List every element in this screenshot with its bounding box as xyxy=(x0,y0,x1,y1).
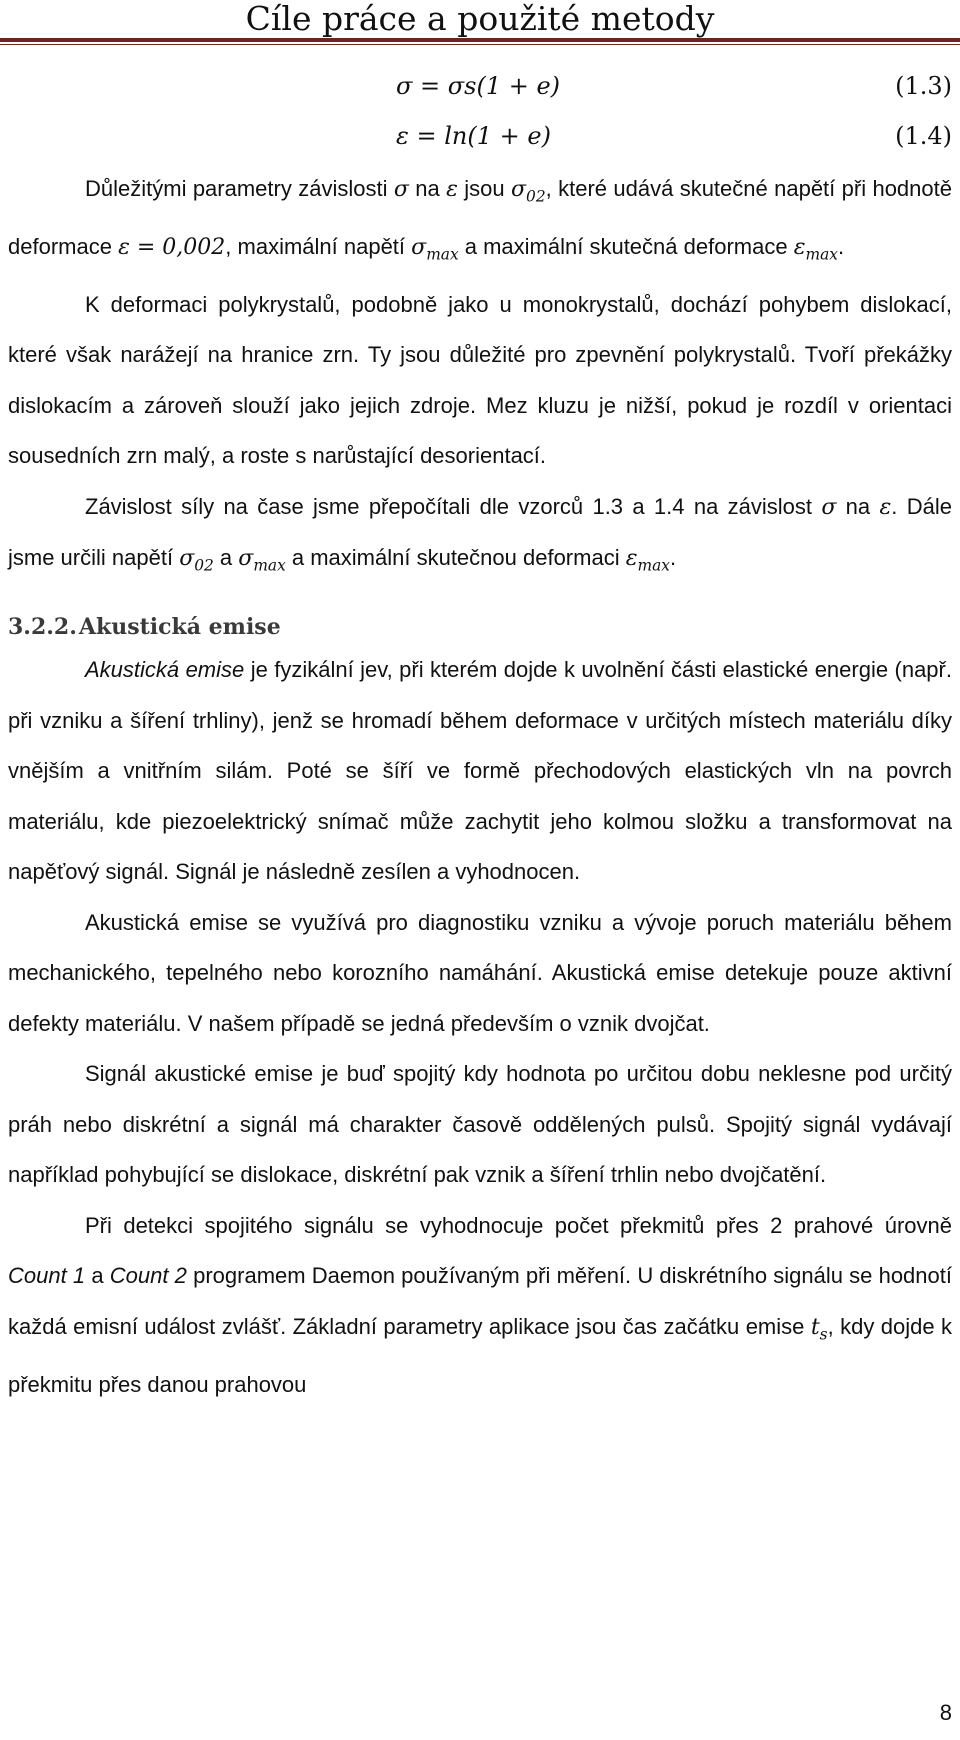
paragraph-detection: Při detekci spojitého signálu se vyhodnocuje počet překmitů přes 2 prahové úrovně Count 1 a Count 2 programem Daemon používaným při měření. U diskrétního signálu se hodnotí každá emisní událost zvlášť. Základní parametry aplikace jsou čas začátku emise $t_s$, kdy dojde k překmitu přes danou prahovou xyxy=(8,1212,953,1397)
equation-expression: ε = ln(1 + e) xyxy=(396,122,551,150)
math-sigma-max: $\sigma_{max}$ xyxy=(411,234,459,264)
paragraph-recalculation: Závislost síly na čase jsme přepočítali dle vzorců 1.3 a 1.4 na závislost σ na ε. Dále jsme určili napětí $\sigma_{02}$ a $\sigma_{max}$ a maximální skutečnou deformaci $\varepsilon_{max}$. xyxy=(8,493,952,575)
running-header-title: Cíle práce a použité metody xyxy=(245,0,715,38)
equation-1-4 xyxy=(8,114,952,164)
paragraph-polycrystals: K deformaci polykrystalů, podobně jako u monokrystalů, dochází pohybem dislokací, které však narážejí na hranice zrn. Ty jsou důležité pro zpevnění polykrystalů. Tvoří překážky dislokacím a zároveň slouží jako jejich zdroje. Mez kluzu je nižší, pokud je rozdíl v orientaci sousedních zrn malý, a roste s narůstající desorientací. xyxy=(8,291,952,469)
term-acoustic-emission: Akustická emise xyxy=(85,657,245,683)
equation-number: (1.3) xyxy=(895,72,952,100)
math-ts: $t_s$ xyxy=(810,1314,828,1344)
header-rule-thin xyxy=(0,44,960,45)
page-header xyxy=(0,0,960,46)
paragraph-signal-types: Signál akustické emise je buď spojitý kdy hodnota po určitou dobu neklesne pod určitý práh nebo diskrétní a signál má charakter časově oddělených pulsů. Spojitý signál vydávají například pohybující se dislokace, diskrétní pak vznik a šíření trhlin nebo dvojčatění. xyxy=(8,1061,952,1188)
term-count-1: Count 1 xyxy=(8,1263,86,1289)
math-epsilon: ε xyxy=(446,177,458,202)
section-number: 3.2.2. xyxy=(8,614,77,641)
math-sigma-02: $\sigma_{02}$ xyxy=(511,177,546,206)
paragraph-ae-usage: Akustická emise se využívá pro diagnostiku vzniku a vývoje poruch materiálu během mechanického, tepelného nebo korozního namáhání. Akustická emise detekuje pouze aktivní defekty materiálu. V našem případě se jedná především o vznik dvojčat. xyxy=(8,909,952,1036)
equation-number: (1.4) xyxy=(895,122,952,150)
header-rule-thick xyxy=(0,38,960,42)
page-number: 8 xyxy=(939,1700,952,1725)
paragraph-parameters: Důležitými parametry závislosti σ na ε jsou $\sigma_{02}$, které udává skutečné napětí při hodnotě deformace ε = 0,002, maximální napětí $\sigma_{max}$ a maximální skutečná deformace $\varepsilon_{max}$. xyxy=(8,176,952,264)
math-eps-max: $\varepsilon_{max}$ xyxy=(793,234,838,264)
math-sigma: σ xyxy=(393,177,409,202)
equation-expression: σ = σs(1 + e) xyxy=(396,72,561,100)
equation-1-3 xyxy=(8,64,952,114)
math-eps-value: ε = 0,002 xyxy=(118,234,226,260)
paragraph-ae-definition: Akustická emise je fyzikální jev, při kterém dojde k uvolnění části elastické energie (např. při vzniku a šíření trhliny), jenž se hromadí během deformace v určitých místech materiálu díky vnějším a vnitřním silám. Poté se šíří ve formě přechodových elastických vln na povrch materiálu, kde piezoelektrický snímač může zachytit jeho kolmou složku a transformovat na napěťový signál. Signál je následně zesílen a vyhodnocen. xyxy=(8,657,952,885)
section-title: Akustická emise xyxy=(78,614,281,641)
section-heading xyxy=(8,609,952,645)
term-count-2: Count 2 xyxy=(109,1263,187,1289)
page-body xyxy=(8,64,952,1410)
